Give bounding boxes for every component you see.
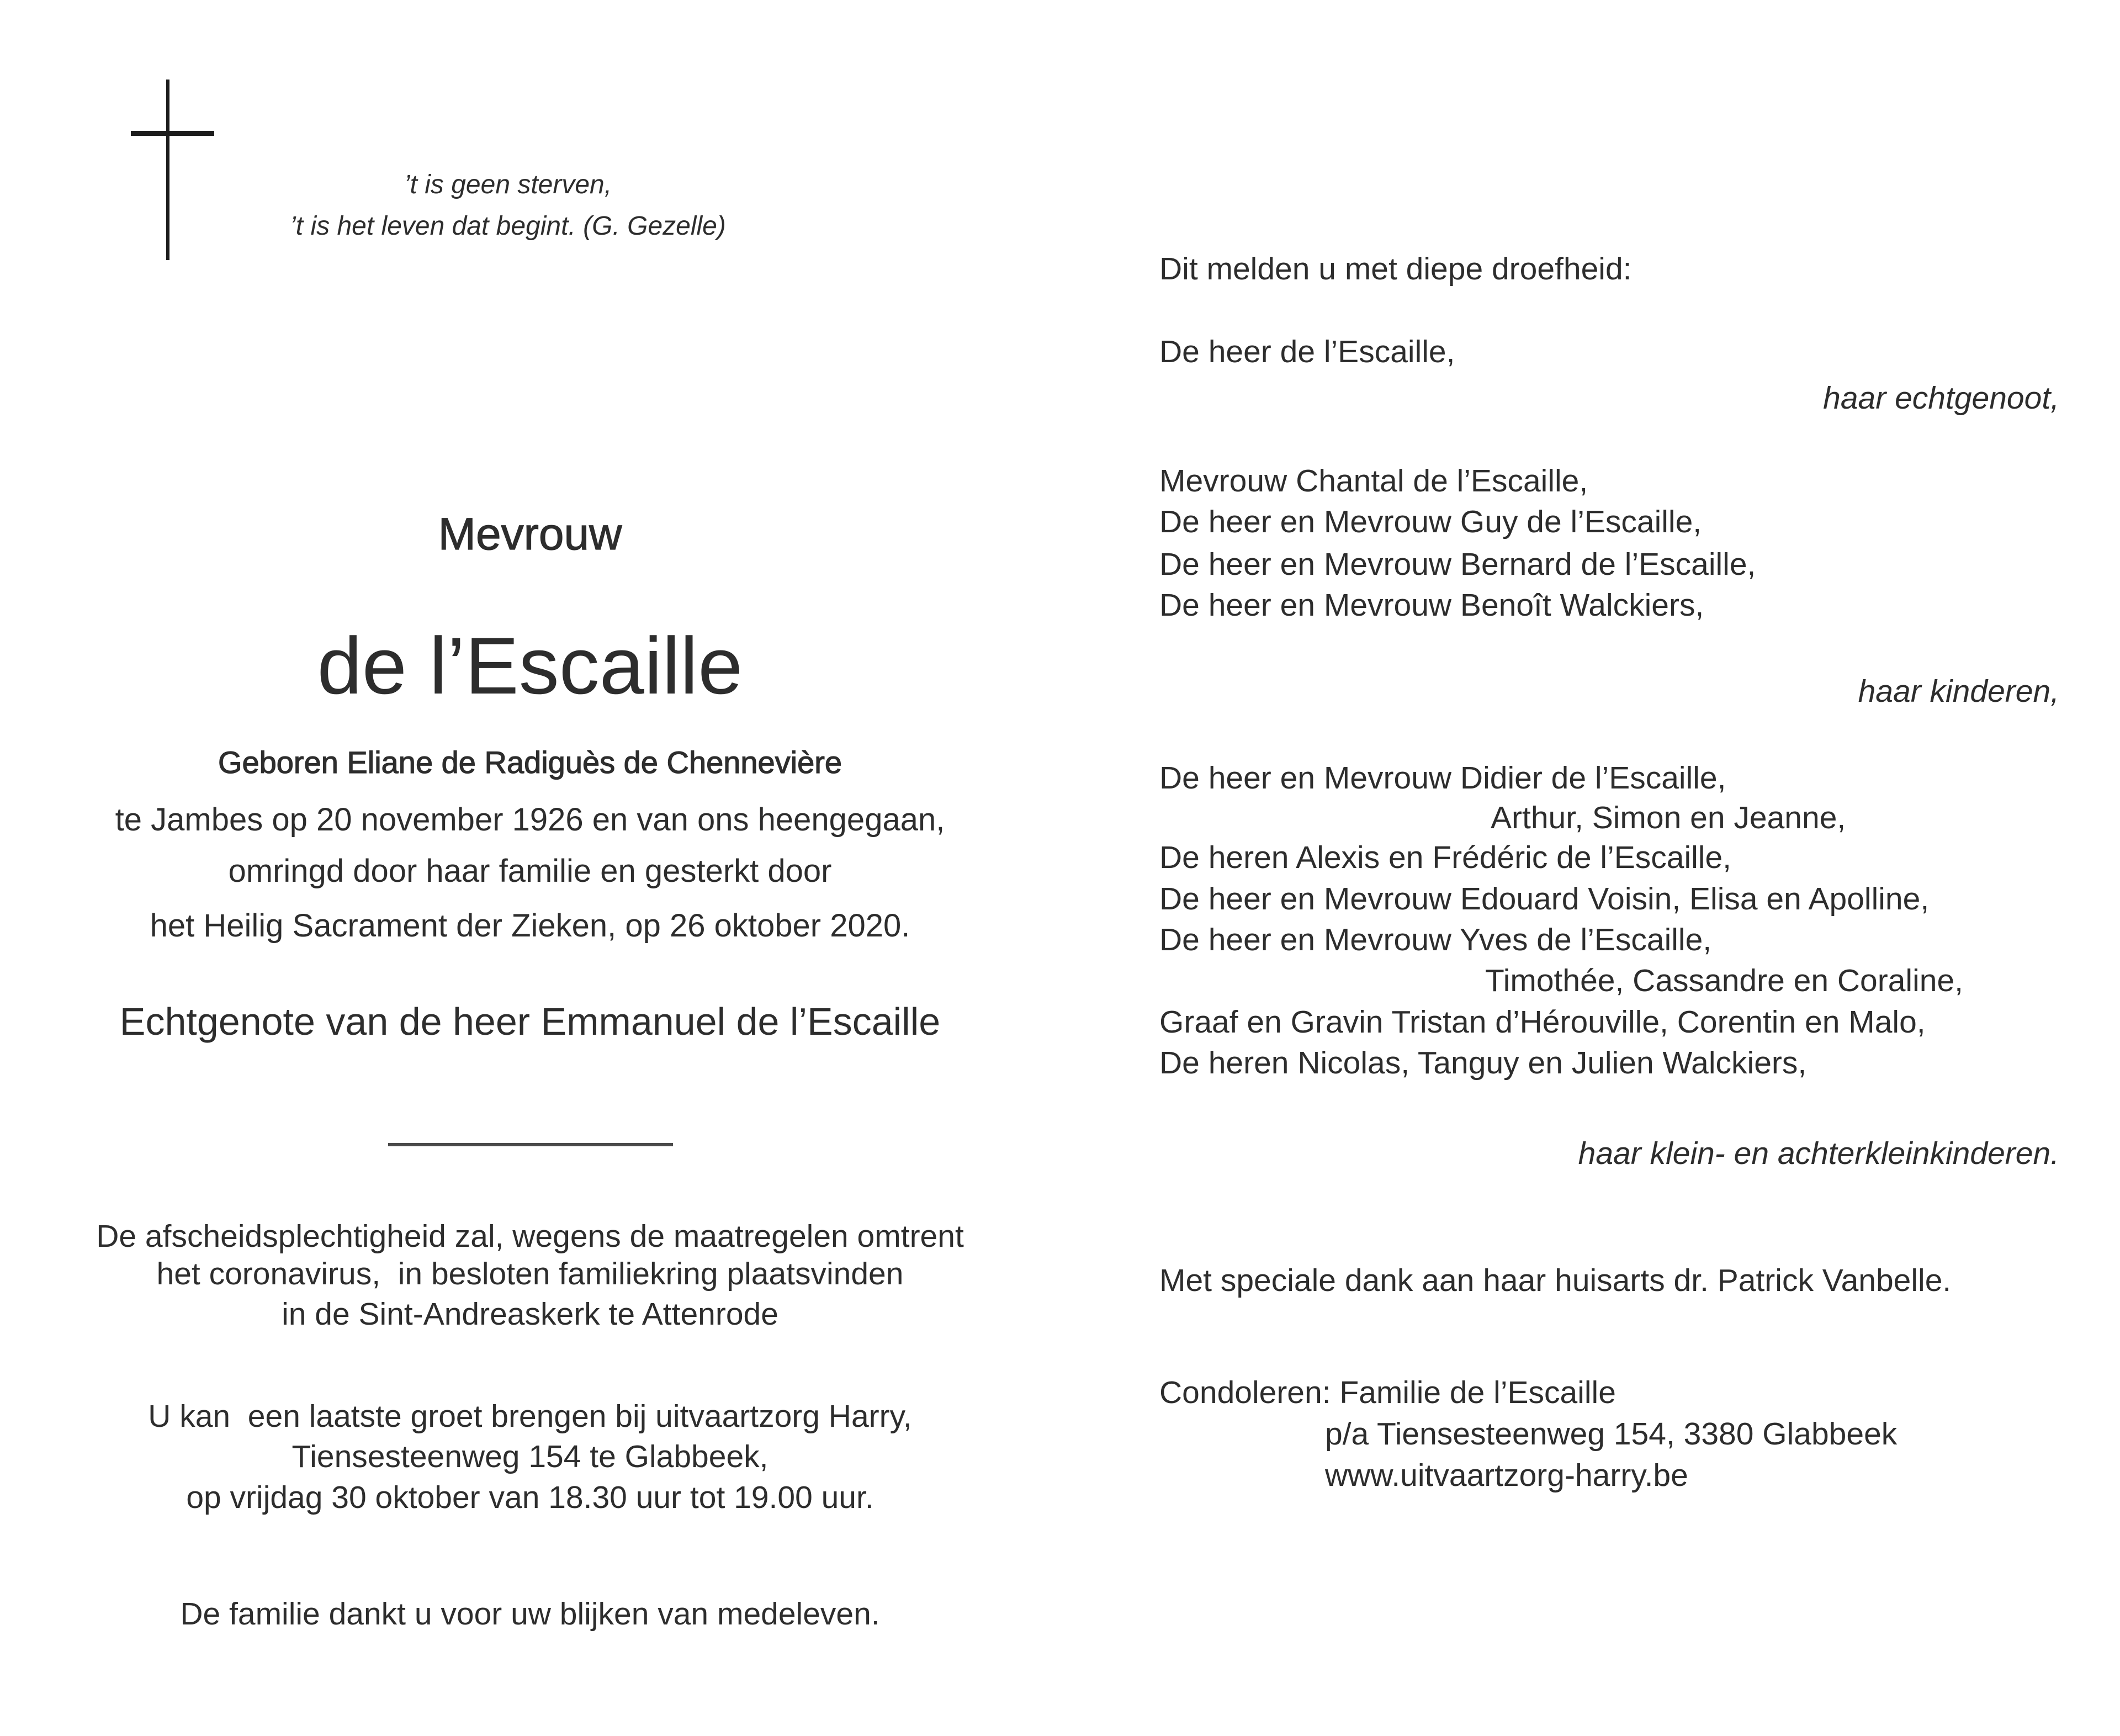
condolence-line-3: www.uitvaartzorg-harry.be	[1325, 1458, 1688, 1493]
visitation-line-1: U kan een laatste groet brengen bij uitvaartzorg Harry,	[148, 1399, 912, 1434]
thanks-line: De familie dankt u voor uw blijken van medeleven.	[180, 1596, 880, 1632]
grandchild-line-7: Graaf en Gravin Tristan d’Hérouville, Corentin en Malo,	[1159, 1004, 1926, 1040]
life-line-3: het Heilig Sacrament der Zieken, op 26 oktober 2020.	[150, 908, 910, 944]
child-name-2: De heer en Mevrouw Guy de l’Escaille,	[1159, 504, 1702, 539]
title-prefix: Mevrouw	[438, 509, 622, 559]
birth-line: Geboren Eliane de Radiguès de Chennevière	[218, 745, 842, 780]
doctor-thanks: Met speciale dank aan haar huisarts dr. Patrick Vanbelle.	[1159, 1263, 1952, 1298]
child-name-4: De heer en Mevrouw Benoît Walckiers,	[1159, 588, 1704, 623]
deceased-name: de l’Escaille	[317, 621, 743, 711]
visitation-line-3: op vrijdag 30 oktober van 18.30 uur tot 19.00 uur.	[186, 1480, 874, 1515]
quote-line-1: ’t is geen sterven,	[404, 170, 612, 199]
spouse-line: Echtgenote van de heer Emmanuel de l’Escaille	[119, 1000, 941, 1043]
child-name-3: De heer en Mevrouw Bernard de l’Escaille,	[1159, 547, 1756, 582]
grandchild-line-8: De heren Nicolas, Tanguy en Julien Walckiers,	[1159, 1045, 1807, 1081]
grandchild-line-2: Arthur, Simon en Jeanne,	[1491, 800, 1846, 835]
ceremony-line-2: het coronavirus, in besloten familiekring plaatsvinden	[156, 1256, 904, 1292]
husband-name: De heer de l’Escaille,	[1159, 334, 1455, 369]
children-role: haar kinderen,	[1858, 674, 2059, 709]
grandchild-line-3: De heren Alexis en Frédéric de l’Escaille,	[1159, 840, 1731, 875]
grandchild-line-5: De heer en Mevrouw Yves de l’Escaille,	[1159, 922, 1712, 957]
section-divider	[388, 1143, 673, 1146]
grandchild-line-6: Timothée, Cassandre en Coraline,	[1485, 963, 1963, 998]
ceremony-line-3: in de Sint-Andreaskerk te Attenrode	[282, 1296, 778, 1332]
quote-line-2: ’t is het leven dat begint. (G. Gezelle)	[290, 211, 726, 241]
grandchildren-role: haar klein- en achterkleinkinderen.	[1578, 1136, 2059, 1171]
cross-horizontal-bar	[131, 131, 214, 136]
child-name-1: Mevrouw Chantal de l’Escaille,	[1159, 463, 1588, 499]
life-line-2: omringd door haar familie en gesterkt door	[228, 853, 832, 889]
husband-role: haar echtgenoot,	[1823, 380, 2059, 416]
visitation-line-2: Tiensesteenweg 154 te Glabbeek,	[292, 1439, 768, 1474]
grandchild-line-1: De heer en Mevrouw Didier de l’Escaille,	[1159, 760, 1726, 796]
announcement-intro: Dit melden u met diepe droefheid:	[1159, 251, 1632, 287]
condolence-line-2: p/a Tiensesteenweg 154, 3380 Glabbeek	[1325, 1416, 1898, 1452]
grandchild-line-4: De heer en Mevrouw Edouard Voisin, Elisa en Apolline,	[1159, 881, 1930, 917]
condolence-line-1: Condoleren: Familie de l’Escaille	[1159, 1375, 1616, 1410]
life-line-1: te Jambes op 20 november 1926 en van ons heengegaan,	[115, 802, 945, 838]
ceremony-line-1: De afscheidsplechtigheid zal, wegens de maatregelen omtrent	[96, 1219, 964, 1254]
